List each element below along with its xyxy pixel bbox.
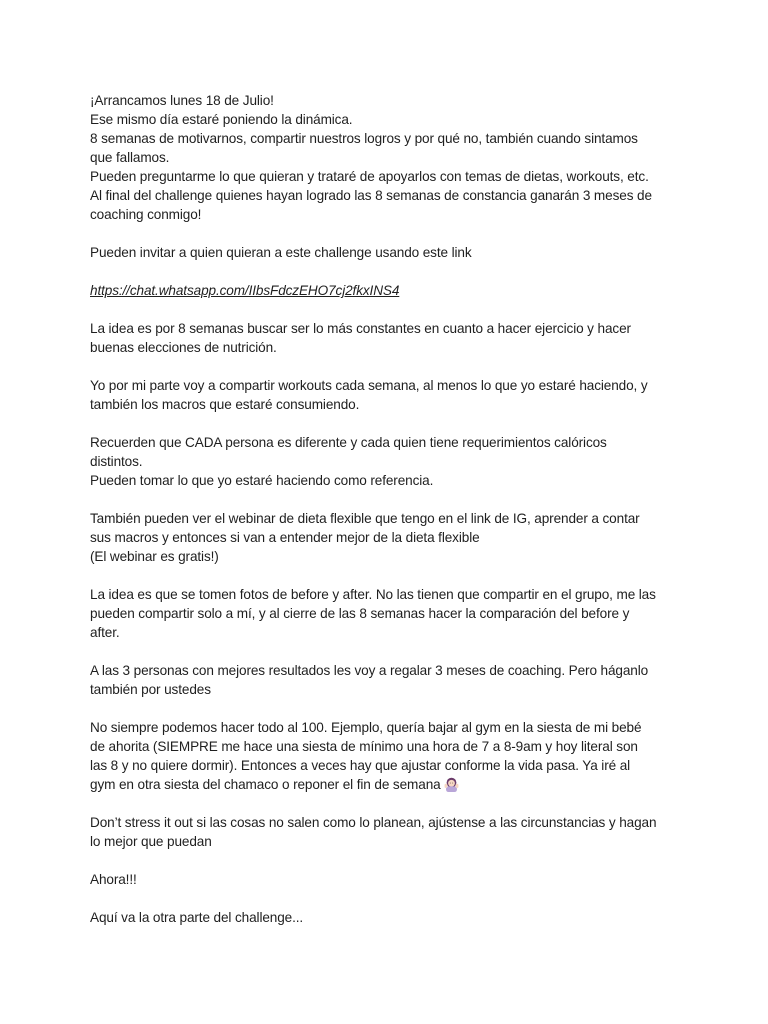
paragraph-dont-stress — [90, 813, 690, 851]
text-line: Aquí va la otra parte del challenge... — [90, 910, 304, 925]
text-line: Recuerden que CADA persona es diferente y cada quien tiene requerimientos calóricos — [90, 435, 607, 450]
text-line: La idea es que se tomen fotos de before y after. No las tienen que compartir en el grupo, me las — [90, 587, 656, 602]
paragraph-prize — [90, 661, 690, 699]
text-line: coaching conmigo! — [90, 207, 202, 222]
text-line: las 8 y no quiere dormir). Entonces a veces hay que ajustar conforme la vida pasa. Ya iré al — [90, 758, 631, 773]
text-line: (El webinar es gratis!) — [90, 549, 219, 564]
text-line: Al final del challenge quienes hayan logrado las 8 semanas de constancia ganarán 3 meses de — [90, 188, 652, 203]
paragraph-workouts — [90, 376, 690, 414]
text-line: también por ustedes — [90, 682, 211, 697]
paragraph-intro — [90, 91, 690, 224]
text-line: after. — [90, 625, 120, 640]
text-line: Pueden invitar a quien quieran a este challenge usando este link — [90, 245, 472, 260]
text-line: Don’t stress it out si las cosas no salen como lo planean, ajústense a las circunstancias y hagan — [90, 815, 657, 830]
text-line: Pueden preguntarme lo que quieran y trataré de apoyarlos con temas de dietas, workouts, etc. — [90, 169, 649, 184]
text-line: ¡Arrancamos lunes 18 de Julio! — [90, 93, 274, 108]
text-line: gym en otra siesta del chamaco o reponer el fin de semana — [90, 777, 441, 792]
woman-shrugging-icon — [444, 777, 459, 792]
text-line-with-emoji — [90, 775, 690, 794]
text-line: A las 3 personas con mejores resultados les voy a regalar 3 meses de coaching. Pero háganlo — [90, 663, 649, 678]
paragraph-photos — [90, 585, 690, 642]
text-line: de ahorita (SIEMPRE me hace una siesta de mínimo una hora de 7 a 8-9am y hoy literal son — [90, 739, 638, 754]
paragraph-link — [90, 281, 690, 300]
text-line: que fallamos. — [90, 150, 170, 165]
text-line: Yo por mi parte voy a compartir workouts cada semana, al menos lo que yo estaré haciendo, y — [90, 378, 648, 393]
text-line: sus macros y entonces si van a entender mejor de la dieta flexible — [90, 530, 480, 545]
paragraph-webinar — [90, 509, 690, 566]
whatsapp-link[interactable]: https://chat.whatsapp.com/IIbsFdczEHO7cj2fkxINS4 — [90, 283, 400, 298]
text-line: Pueden tomar lo que yo estaré haciendo como referencia. — [90, 473, 434, 488]
text-line: También pueden ver el webinar de dieta flexible que tengo en el link de IG, aprender a contar — [90, 511, 640, 526]
paragraph-flexibility — [90, 718, 690, 794]
text-line: distintos. — [90, 454, 143, 469]
document-page — [90, 91, 690, 946]
text-line: 8 semanas de motivarnos, compartir nuestros logros y por qué no, también cuando sintamos — [90, 131, 638, 146]
paragraph-next-part — [90, 908, 690, 927]
text-line: buenas elecciones de nutrición. — [90, 340, 277, 355]
text-line: lo mejor que puedan — [90, 834, 212, 849]
paragraph-requirements — [90, 433, 690, 490]
paragraph-now — [90, 870, 690, 889]
text-line: No siempre podemos hacer todo al 100. Ejemplo, quería bajar al gym en la siesta de mi bebé — [90, 720, 642, 735]
text-line: Ese mismo día estaré poniendo la dinámica. — [90, 112, 353, 127]
text-line: La idea es por 8 semanas buscar ser lo más constantes en cuanto a hacer ejercicio y hacer — [90, 321, 631, 336]
text-line: Ahora!!! — [90, 872, 137, 887]
text-line: pueden compartir solo a mí, y al cierre de las 8 semanas hacer la comparación del before y — [90, 606, 630, 621]
paragraph-idea — [90, 319, 690, 357]
text-line: también los macros que estaré consumiendo. — [90, 397, 360, 412]
paragraph-invite — [90, 243, 690, 262]
